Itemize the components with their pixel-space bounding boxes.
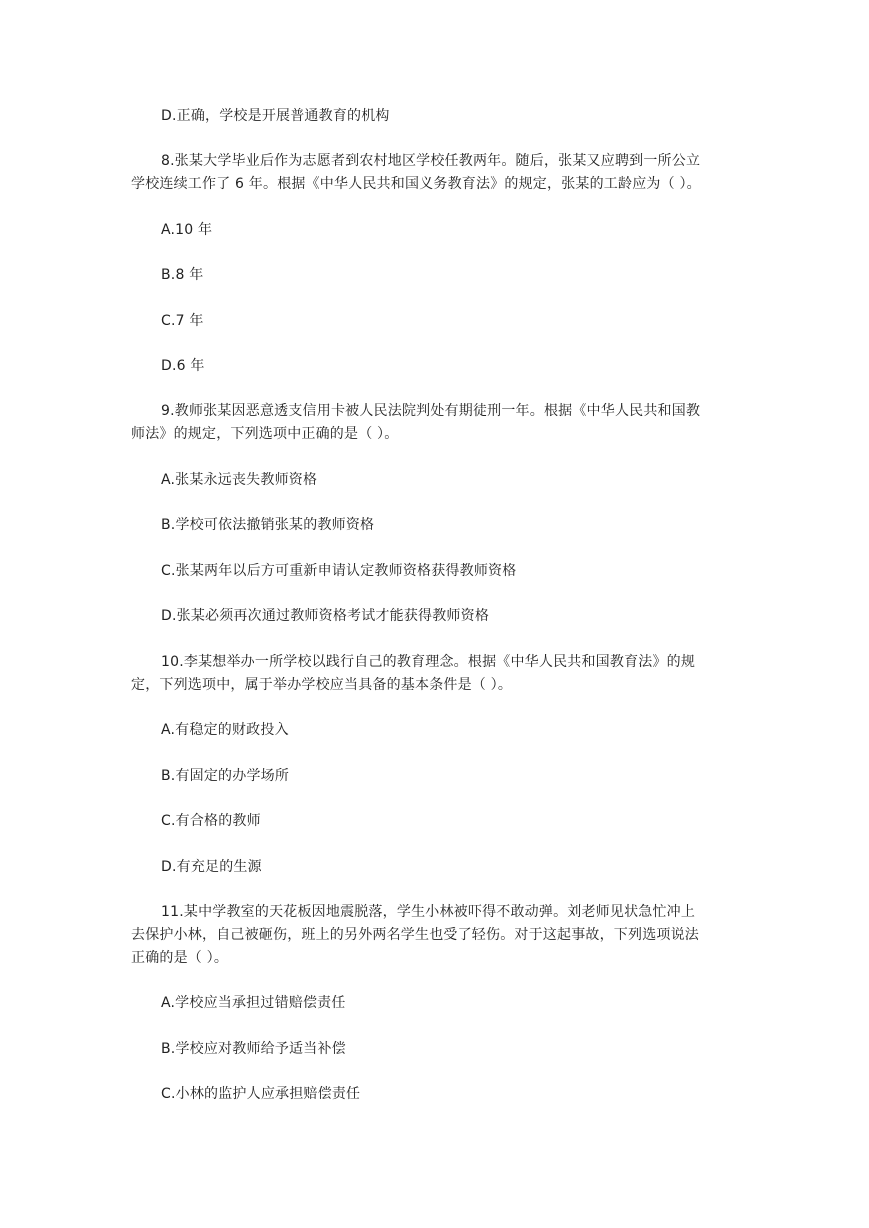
question-8-line-2: 学校连续工作了 6 年。根据《中华人民共和国义务教育法》的规定，张某的工龄应为（ ）。 xyxy=(131,176,701,192)
option-7d: D.正确，学校是开展普通教育的机构 xyxy=(161,108,390,124)
option-11c: C.小林的监护人应承担赔偿责任 xyxy=(161,1086,361,1102)
option-10c: C.有合格的教师 xyxy=(161,813,261,829)
question-9-line-2: 师法》的规定，下列选项中正确的是（ ）。 xyxy=(131,426,399,442)
option-11b: B.学校应对教师给予适当补偿 xyxy=(161,1041,346,1057)
option-9d: D.张某必须再次通过教师资格考试才能获得教师资格 xyxy=(161,608,490,624)
option-10d: D.有充足的生源 xyxy=(161,859,262,875)
option-8d: D.6 年 xyxy=(161,358,205,374)
option-8c: C.7 年 xyxy=(161,313,204,329)
option-8b: B.8 年 xyxy=(161,267,204,283)
question-10-line-2: 定，下列选项中，属于举办学校应当具备的基本条件是（ ）。 xyxy=(131,677,513,693)
question-9-line-1: 9.教师张某因恶意透支信用卡被人民法院判处有期徒刑一年。根据《中华人民共和国教 xyxy=(161,403,701,419)
option-9c: C.张某两年以后方可重新申请认定教师资格获得教师资格 xyxy=(161,563,517,579)
question-11-line-1: 11.某中学教室的天花板因地震脱落，学生小林被吓得不敢动弹。刘老师见状急忙冲上 xyxy=(161,904,696,920)
option-10a: A.有稳定的财政投入 xyxy=(161,722,289,738)
option-8a: A.10 年 xyxy=(161,222,213,238)
option-9a: A.张某永远丧失教师资格 xyxy=(161,472,318,488)
question-11-line-3: 正确的是（ ）。 xyxy=(131,950,229,966)
question-11-line-2: 去保护小林，自己被砸伤，班上的另外两名学生也受了轻伤。对于这起事故，下列选项说法 xyxy=(131,927,699,943)
question-10-line-1: 10.李某想举办一所学校以践行自己的教育理念。根据《中华人民共和国教育法》的规 xyxy=(161,654,696,670)
question-8-line-1: 8.张某大学毕业后作为志愿者到农村地区学校任教两年。随后，张某又应聘到一所公立 xyxy=(161,153,701,169)
option-11a: A.学校应当承担过错赔偿责任 xyxy=(161,995,346,1011)
option-10b: B.有固定的办学场所 xyxy=(161,768,290,784)
option-9b: B.学校可依法撤销张某的教师资格 xyxy=(161,517,375,533)
